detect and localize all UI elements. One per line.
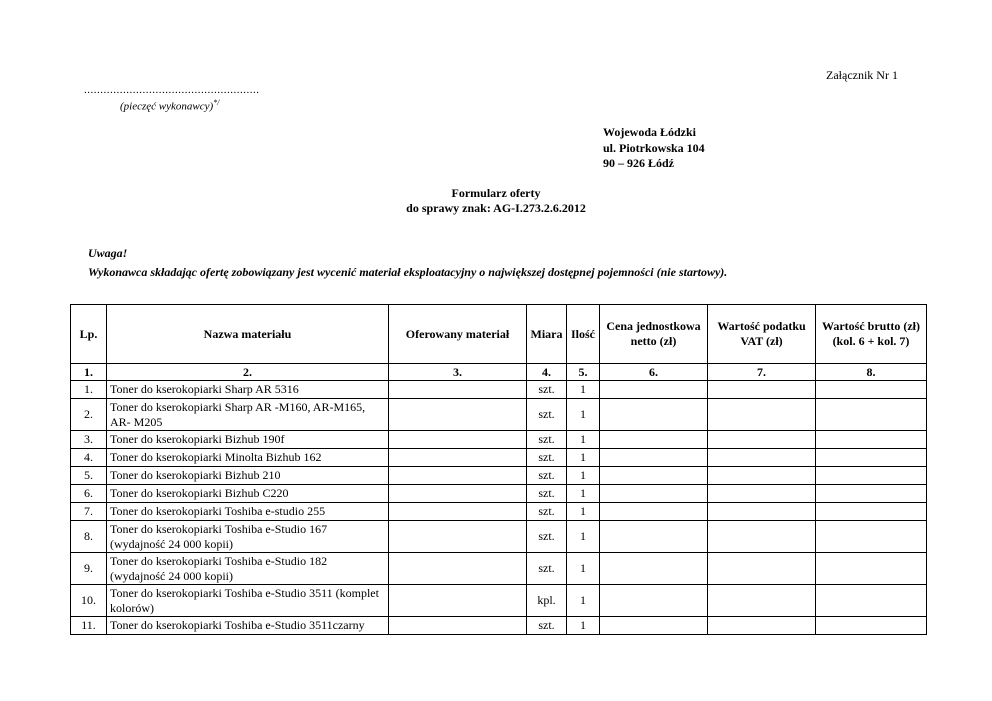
row-lp: 6.	[71, 485, 107, 503]
row-unit-price-net[interactable]	[600, 585, 708, 617]
header-gross-value: Wartość brutto (zł) (kol. 6 + kol. 7)	[816, 305, 927, 364]
row-material-name: Toner do kserokopiarki Sharp AR -M160, AR-M165, AR- M205	[107, 399, 389, 431]
table-row	[71, 503, 927, 521]
row-unit: szt.	[527, 553, 567, 585]
table-row	[71, 521, 927, 553]
row-unit: szt.	[527, 467, 567, 485]
annex-label: Załącznik Nr 1	[826, 68, 898, 82]
row-material-name: Toner do kserokopiarki Toshiba e-Studio 3511czarny	[107, 617, 389, 635]
row-offered-material[interactable]	[389, 485, 527, 503]
header-unit: Miara	[527, 305, 567, 364]
row-quantity: 1	[567, 521, 600, 553]
note-block	[88, 244, 727, 282]
recipient-city: 90 – 926 Łódź	[603, 156, 675, 170]
table-row	[71, 467, 927, 485]
table-row	[71, 399, 927, 431]
case-reference: do sprawy znak: AG-I.273.2.6.2012	[406, 200, 586, 215]
table-row	[71, 617, 927, 635]
row-offered-material[interactable]	[389, 521, 527, 553]
row-lp: 11.	[71, 617, 107, 635]
row-quantity: 1	[567, 485, 600, 503]
column-number: 7.	[708, 364, 816, 381]
row-offered-material[interactable]	[389, 399, 527, 431]
table-header-row	[71, 305, 927, 364]
header-vat-value: Wartość podatku VAT (zł)	[708, 305, 816, 364]
header-material-name: Nazwa materiału	[107, 305, 389, 364]
row-material-name: Toner do kserokopiarki Toshiba e-Studio 167 (wydajność 24 000 kopii)	[107, 521, 389, 553]
row-gross-value[interactable]	[816, 381, 927, 399]
row-vat-value[interactable]	[708, 485, 816, 503]
row-unit: szt.	[527, 503, 567, 521]
stamp-dotted-line: ......................................................	[84, 84, 260, 96]
row-offered-material[interactable]	[389, 553, 527, 585]
row-offered-material[interactable]	[389, 449, 527, 467]
row-unit: szt.	[527, 431, 567, 449]
row-gross-value[interactable]	[816, 617, 927, 635]
row-quantity: 1	[567, 553, 600, 585]
row-quantity: 1	[567, 617, 600, 635]
row-material-name: Toner do kserokopiarki Toshiba e-Studio 3511 (komplet kolorów)	[107, 585, 389, 617]
row-quantity: 1	[567, 399, 600, 431]
row-gross-value[interactable]	[816, 503, 927, 521]
stamp-footnote-mark: */	[213, 98, 220, 107]
column-number-row	[71, 364, 927, 381]
row-offered-material[interactable]	[389, 503, 527, 521]
column-number: 6.	[600, 364, 708, 381]
row-material-name: Toner do kserokopiarki Bizhub 210	[107, 467, 389, 485]
note-text: Wykonawca składając ofertę zobowiązany jest wycenić materiał eksploatacyjny o największej dostępnej pojemności (nie startowy).	[88, 265, 728, 279]
row-offered-material[interactable]	[389, 585, 527, 617]
row-vat-value[interactable]	[708, 399, 816, 431]
column-number: 2.	[107, 364, 389, 381]
row-lp: 10.	[71, 585, 107, 617]
row-material-name: Toner do kserokopiarki Minolta Bizhub 162	[107, 449, 389, 467]
column-number: 8.	[816, 364, 927, 381]
row-vat-value[interactable]	[708, 521, 816, 553]
row-vat-value[interactable]	[708, 449, 816, 467]
row-lp: 5.	[71, 467, 107, 485]
row-unit-price-net[interactable]	[600, 553, 708, 585]
row-vat-value[interactable]	[708, 381, 816, 399]
row-material-name: Toner do kserokopiarki Bizhub 190f	[107, 431, 389, 449]
row-gross-value[interactable]	[816, 521, 927, 553]
table-row	[71, 449, 927, 467]
row-offered-material[interactable]	[389, 381, 527, 399]
row-unit-price-net[interactable]	[600, 431, 708, 449]
row-material-name: Toner do kserokopiarki Toshiba e-studio 255	[107, 503, 389, 521]
row-quantity: 1	[567, 467, 600, 485]
table-row	[71, 431, 927, 449]
row-unit: szt.	[527, 449, 567, 467]
row-quantity: 1	[567, 381, 600, 399]
row-material-name: Toner do kserokopiarki Toshiba e-Studio 182 (wydajność 24 000 kopii)	[107, 553, 389, 585]
table-row	[71, 485, 927, 503]
recipient-name: Wojewoda Łódzki	[603, 125, 697, 139]
row-unit: szt.	[527, 485, 567, 503]
column-number: 1.	[71, 364, 107, 381]
column-number: 3.	[389, 364, 527, 381]
row-offered-material[interactable]	[389, 431, 527, 449]
row-unit-price-net[interactable]	[600, 399, 708, 431]
offer-table	[70, 304, 927, 635]
table-row	[71, 553, 927, 585]
row-unit: szt.	[527, 617, 567, 635]
row-vat-value[interactable]	[708, 617, 816, 635]
row-unit-price-net[interactable]	[600, 521, 708, 553]
recipient-street: ul. Piotrkowska 104	[603, 140, 705, 155]
note-heading: Uwaga!	[88, 246, 128, 260]
row-gross-value[interactable]	[816, 585, 927, 617]
form-title: Formularz oferty	[451, 186, 541, 200]
row-offered-material[interactable]	[389, 617, 527, 635]
row-unit-price-net[interactable]	[600, 503, 708, 521]
row-vat-value[interactable]	[708, 431, 816, 449]
row-unit: szt.	[527, 399, 567, 431]
header-unit-price-net: Cena jednostkowa netto (zł)	[600, 305, 708, 364]
stamp-label: (pieczęć wykonawcy)	[120, 100, 214, 113]
row-vat-value[interactable]	[708, 585, 816, 617]
row-vat-value[interactable]	[708, 467, 816, 485]
column-number: 4.	[527, 364, 567, 381]
row-lp: 9.	[71, 553, 107, 585]
table-row	[71, 585, 927, 617]
row-gross-value[interactable]	[816, 485, 927, 503]
row-lp: 7.	[71, 503, 107, 521]
row-quantity: 1	[567, 431, 600, 449]
header-lp: Lp.	[71, 305, 107, 364]
table-row	[71, 381, 927, 399]
form-heading	[300, 186, 692, 215]
row-quantity: 1	[567, 503, 600, 521]
row-offered-material[interactable]	[389, 467, 527, 485]
header-quantity: Ilość	[567, 305, 600, 364]
row-vat-value[interactable]	[708, 503, 816, 521]
stamp-caption	[120, 98, 219, 113]
row-quantity: 1	[567, 449, 600, 467]
row-unit-price-net[interactable]	[600, 485, 708, 503]
column-number: 5.	[567, 364, 600, 381]
row-gross-value[interactable]	[816, 399, 927, 431]
row-gross-value[interactable]	[816, 553, 927, 585]
row-lp: 2.	[71, 399, 107, 431]
row-gross-value[interactable]	[816, 449, 927, 467]
row-unit-price-net[interactable]	[600, 449, 708, 467]
row-material-name: Toner do kserokopiarki Bizhub C220	[107, 485, 389, 503]
row-gross-value[interactable]	[816, 431, 927, 449]
row-material-name: Toner do kserokopiarki Sharp AR 5316	[107, 381, 389, 399]
row-vat-value[interactable]	[708, 553, 816, 585]
row-lp: 8.	[71, 521, 107, 553]
row-unit: szt.	[527, 381, 567, 399]
recipient-address	[603, 125, 705, 172]
row-unit: kpl.	[527, 585, 567, 617]
row-quantity: 1	[567, 585, 600, 617]
row-lp: 1.	[71, 381, 107, 399]
row-gross-value[interactable]	[816, 467, 927, 485]
row-lp: 3.	[71, 431, 107, 449]
header-offered-material: Oferowany materiał	[389, 305, 527, 364]
row-unit-price-net[interactable]	[600, 467, 708, 485]
row-unit-price-net[interactable]	[600, 381, 708, 399]
row-lp: 4.	[71, 449, 107, 467]
row-unit: szt.	[527, 521, 567, 553]
row-unit-price-net[interactable]	[600, 617, 708, 635]
